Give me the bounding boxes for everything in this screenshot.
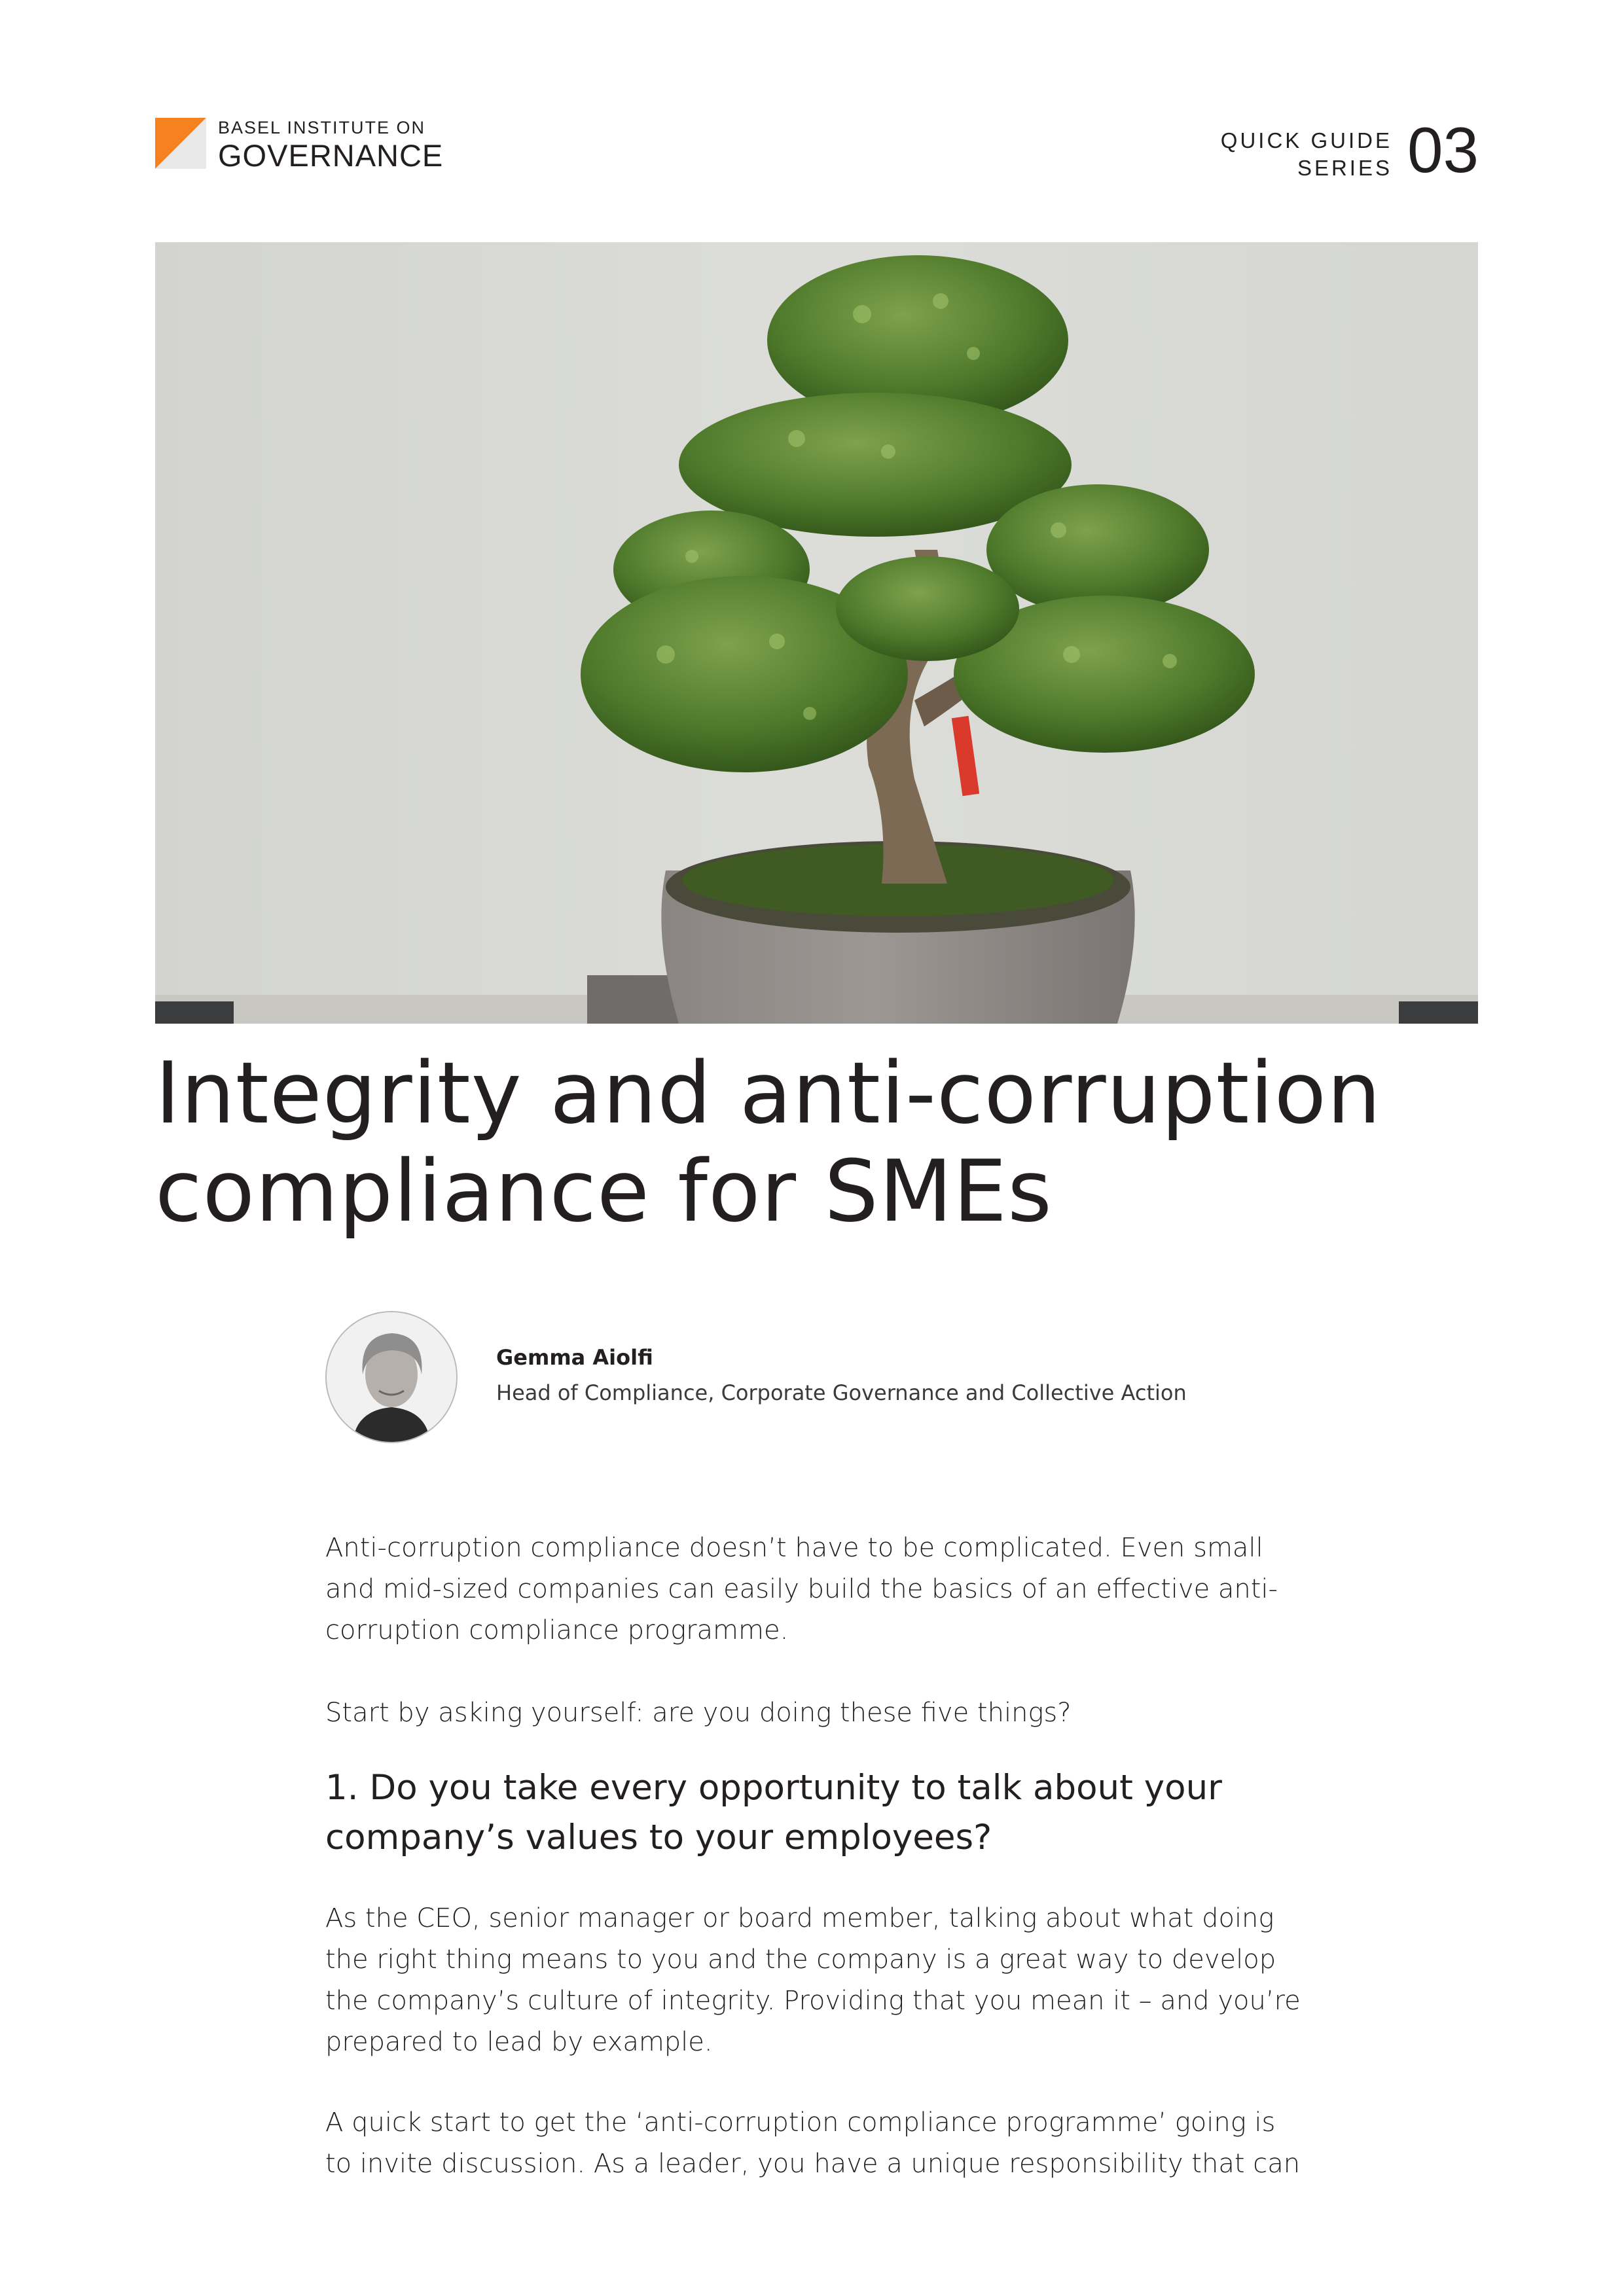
- intro-paragraph-2: [325, 1693, 1307, 1734]
- section-1-heading-line: 1. Do you take every opportunity to talk about your: [325, 1768, 1222, 1808]
- section-1-p1-line: the right thing means to you and the company is a great way to develop: [325, 1945, 1276, 1975]
- bonsai-tree-illustration: [155, 242, 1478, 1024]
- intro-p2-line: Start by asking yourself: are you doing these five things?: [325, 1698, 1072, 1728]
- intro-p1-line: Anti-corruption compliance doesn’t have to be complicated. Even small: [325, 1533, 1263, 1563]
- institute-logo: [155, 118, 444, 177]
- section-1-p1-line: prepared to lead by example.: [325, 2027, 713, 2057]
- logo-line-2: GOVERNANCE: [218, 138, 444, 173]
- title-line-1: Integrity and anti-corruption: [155, 1043, 1382, 1143]
- section-1-paragraph-2: [325, 2102, 1307, 2185]
- page-title: [155, 1044, 1490, 1240]
- section-1-p1-line: As the CEO, senior manager or board member, talking about what doing: [325, 1903, 1274, 1933]
- section-1-paragraph-1: [325, 1898, 1307, 2063]
- intro-p1-line: corruption compliance programme.: [325, 1615, 789, 1645]
- section-1-p1-line: the company’s culture of integrity. Providing that you mean it – and you’re: [325, 1986, 1301, 2016]
- series-label-block: [1151, 114, 1479, 190]
- section-1-heading-line: company’s values to your employees?: [325, 1818, 992, 1857]
- section-1-p2-line: A quick start to get the ‘anti-corruption compliance programme’ going is: [325, 2108, 1276, 2138]
- logo-line-1: BASEL INSTITUTE ON: [218, 118, 426, 137]
- hero-image: [155, 242, 1478, 1024]
- series-label: [1221, 127, 1392, 182]
- intro-paragraph-1: [325, 1528, 1307, 1651]
- section-1-p2-line: to invite discussion. As a leader, you have a unique responsibility that can: [325, 2149, 1301, 2179]
- author-name: Gemma Aiolfi: [496, 1345, 653, 1370]
- series-number: 03: [1407, 114, 1479, 186]
- section-1-heading: [325, 1763, 1373, 1863]
- author-portrait-icon: [327, 1312, 456, 1442]
- title-line-2: compliance for SMEs: [155, 1141, 1053, 1241]
- author-role: Head of Compliance, Corporate Governance and Collective Action: [496, 1380, 1187, 1405]
- series-label-line-1: QUICK GUIDE: [1220, 128, 1392, 152]
- logo-mark-icon: [155, 118, 206, 169]
- series-label-line-2: SERIES: [1297, 156, 1392, 180]
- author-avatar: [325, 1311, 458, 1443]
- intro-p1-line: and mid-sized companies can easily build the basics of an effective anti-: [325, 1574, 1278, 1604]
